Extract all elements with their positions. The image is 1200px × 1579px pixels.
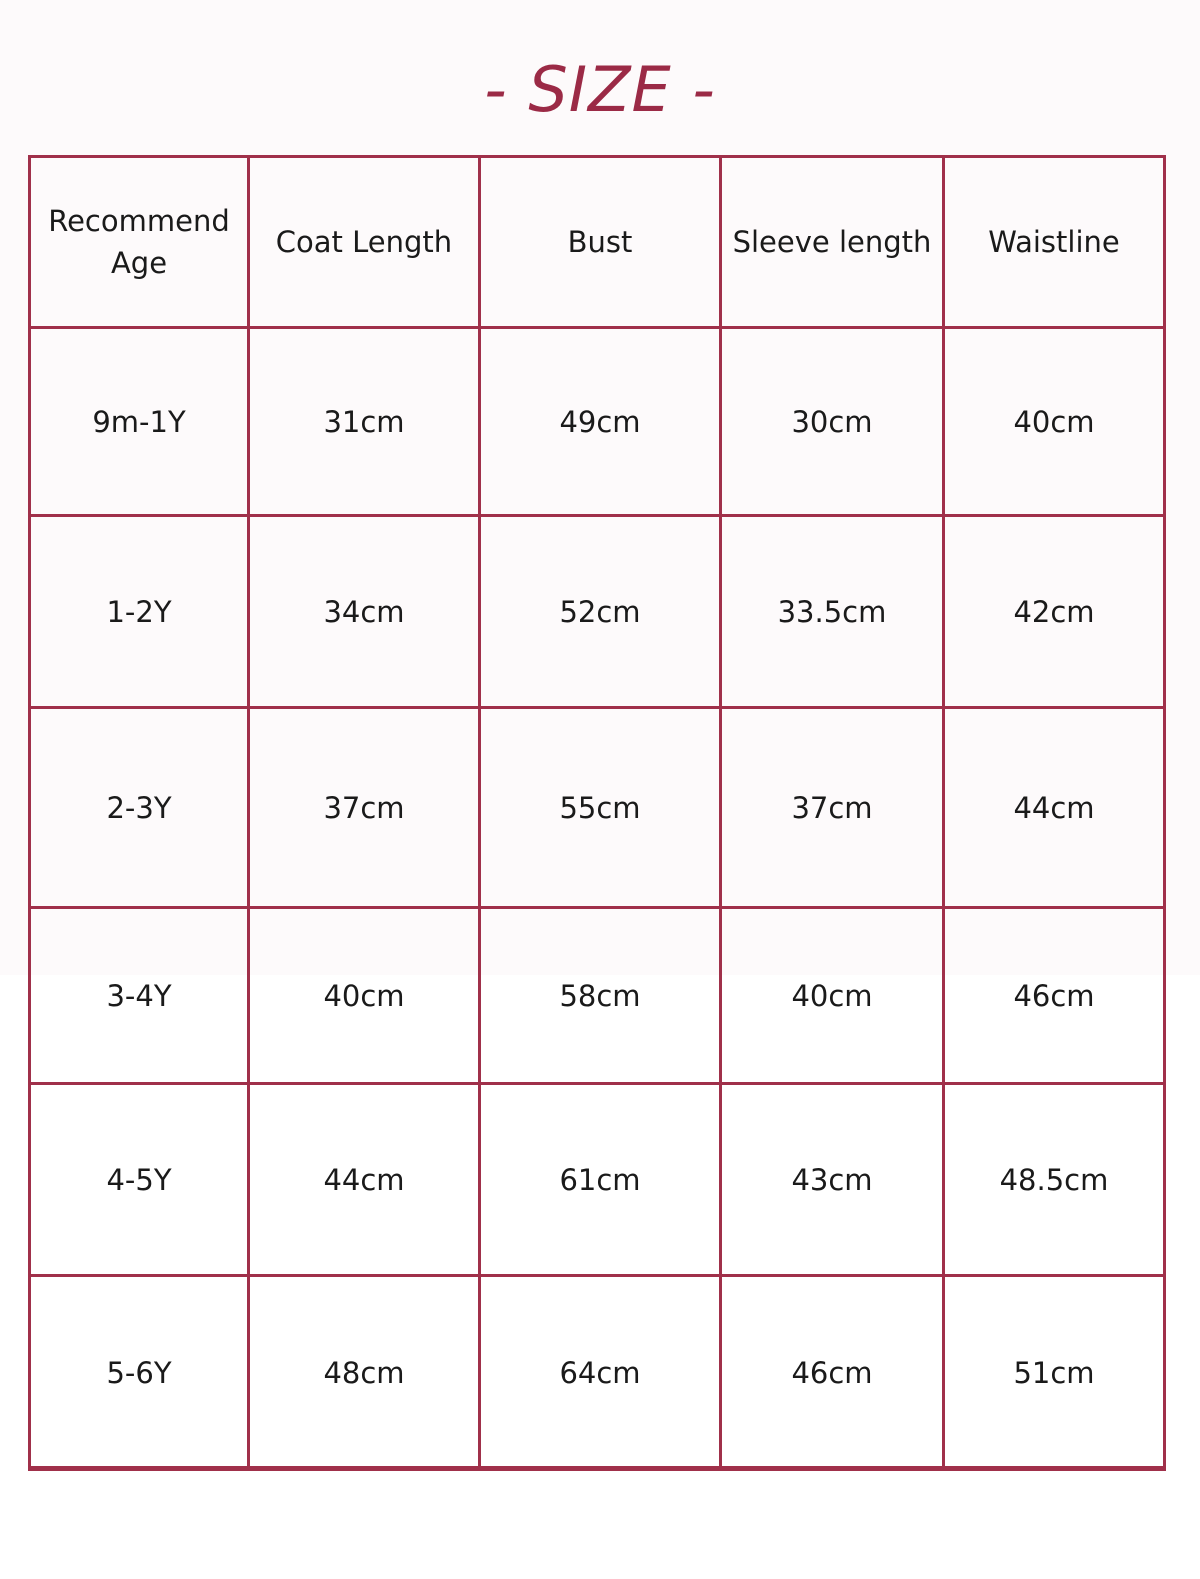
table-header-row bbox=[30, 157, 1165, 328]
cell-sleeve-length: 46cm bbox=[721, 1276, 944, 1470]
cell-waistline: 40cm bbox=[944, 328, 1165, 516]
cell-bust: 49cm bbox=[480, 328, 721, 516]
cell-sleeve-length: 43cm bbox=[721, 1084, 944, 1276]
cell-coat-length: 34cm bbox=[249, 516, 480, 708]
cell-age: 3-4Y bbox=[30, 908, 249, 1084]
header-bust: Bust bbox=[480, 157, 721, 328]
cell-sleeve-length: 33.5cm bbox=[721, 516, 944, 708]
cell-coat-length: 40cm bbox=[249, 908, 480, 1084]
cell-coat-length: 44cm bbox=[249, 1084, 480, 1276]
cell-bust: 61cm bbox=[480, 1084, 721, 1276]
cell-sleeve-length: 40cm bbox=[721, 908, 944, 1084]
cell-age: 4-5Y bbox=[30, 1084, 249, 1276]
cell-waistline: 48.5cm bbox=[944, 1084, 1165, 1276]
cell-age: 5-6Y bbox=[30, 1276, 249, 1470]
cell-waistline: 44cm bbox=[944, 708, 1165, 908]
cell-coat-length: 37cm bbox=[249, 708, 480, 908]
cell-waistline: 51cm bbox=[944, 1276, 1165, 1470]
header-coat-length: Coat Length bbox=[249, 157, 480, 328]
cell-coat-length: 48cm bbox=[249, 1276, 480, 1470]
table-row bbox=[30, 908, 1165, 1084]
cell-waistline: 46cm bbox=[944, 908, 1165, 1084]
cell-age: 9m-1Y bbox=[30, 328, 249, 516]
header-recommend-age: Recommend Age bbox=[30, 157, 249, 328]
cell-age: 2-3Y bbox=[30, 708, 249, 908]
cell-bust: 55cm bbox=[480, 708, 721, 908]
table-row bbox=[30, 1084, 1165, 1276]
header-waistline: Waistline bbox=[944, 157, 1165, 328]
cell-age: 1-2Y bbox=[30, 516, 249, 708]
cell-sleeve-length: 30cm bbox=[721, 328, 944, 516]
size-chart-table bbox=[28, 155, 1166, 1471]
cell-waistline: 42cm bbox=[944, 516, 1165, 708]
cell-coat-length: 31cm bbox=[249, 328, 480, 516]
table-row bbox=[30, 708, 1165, 908]
header-sleeve-length: Sleeve length bbox=[721, 157, 944, 328]
bottom-divider bbox=[28, 1466, 1163, 1471]
table-row bbox=[30, 516, 1165, 708]
cell-bust: 64cm bbox=[480, 1276, 721, 1470]
cell-bust: 58cm bbox=[480, 908, 721, 1084]
table-row bbox=[30, 1276, 1165, 1470]
cell-sleeve-length: 37cm bbox=[721, 708, 944, 908]
table-row bbox=[30, 328, 1165, 516]
page-title: - SIZE - bbox=[484, 53, 716, 126]
cell-bust: 52cm bbox=[480, 516, 721, 708]
